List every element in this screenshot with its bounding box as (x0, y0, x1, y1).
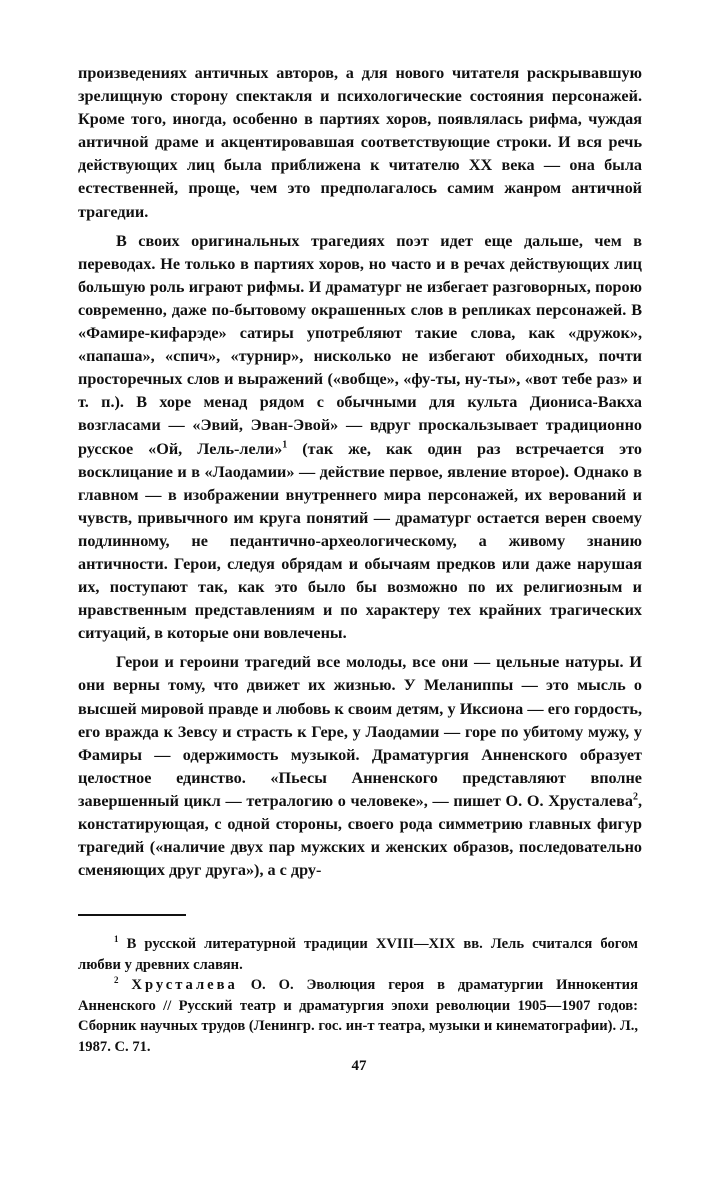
paragraph-1: произведениях античных авторов, а для нового читателя раскрывавшую зрелищную сторону спектакля и психологические состояния персонажей. Кроме того, иногда, особенно в партиях хоров, появлялась рифма, чуждая античной драме и акцентировавшая соответствующие строки. И вся речь действующих лиц была приближена к читателю XX века — она была естественней, проще, чем это предполагалось самим жанром античной трагедии. (78, 64, 642, 221)
page-number: 47 (351, 1058, 367, 1074)
paragraph-2-text-a: В своих оригинальных трагедиях поэт идет еще дальше, чем в переводах. Не только в партиях хоров, но часто и в речах действующих лиц большую роль играют рифмы. И драматург не избегает разговорных, порою современно, даже по-бытовому окрашенных слов в репликах персонажей. В «Фамире-кифарэде» сатиры употребляют такие слова, как «дружок», «папаша», «спич», «турнир», нисколько не избегают обиходных, почти просторечных слов и выражений («вобще», «фу-ты, ну-ты», «вот тебе раз» и т. п.). В хоре менад рядом с обычными для культа Диониса-Вакха возгласами — «Эвий, Эван-Эвой» — вдруг проскальзывает традиционно русское «Ой, Лель-лели» (78, 231, 642, 458)
main-text (78, 62, 642, 882)
footnote-ref-2: 2 (632, 791, 638, 803)
paragraph-3-text-a: Герои и героини трагедий все молоды, все они — цельные натуры. И они верны тому, что движет их жизнью. У Меланиппы — это мысль о высшей мировой правде и любовь к своим детям, у Иксиона — его гордость, его вражда к Зевсу и страсть к Гере, у Лаодамии — горе по убитому мужу, у Фамиры — одержимость музыкой. Драматургия Анненского образует целостное единство. «Пьесы Анненского представляют вполне завершенный цикл — тетралогию о человеке», — пишет О. О. Хрусталева (78, 653, 642, 810)
footnote-ref-1: 1 (282, 439, 288, 451)
paragraph-3-text-b: , констатирующая, с одной стороны, своего рода симметрию главных фигур трагедий («наличие двух пар мужских и женских образов, последовательно сменяющих друг друга»), а с дру- (78, 791, 642, 880)
footnote-2-author: Хрусталева (131, 977, 238, 993)
paragraph-3 (78, 651, 642, 882)
footnote-2-number: 2 (114, 975, 119, 986)
footnote-separator (78, 914, 186, 916)
footnote-2-text: О. О. Эволюция героя в драматургии Иннокентия Анненского // Русский театр и драматургия эпохи революции 1905—1907 годов: Сборник научных трудов (Ленингр. гос. ин-т театра, музыки и кинематографии). Л., 1987. С. 71. (78, 977, 638, 1055)
paragraph-2-text-b: (так же, как один раз встречается это восклицание и в «Лаодамии» — действие первое, явление второе). Однако в главном — в изображении внутреннего мира персонажей, их верований и чувств, привычного им круга понятий — драматург остается верен своему подлинному, не педантично-археологическому, а живому знанию античности. Герои, следуя обрядам и обычаям предков или даже нарушая их, поступают так, как это было бы возможно по их религиозным и нравственным представлениям и по характеру тех крайних трагических ситуаций, в которые они вовлечены. (78, 439, 642, 643)
footnote-1-number: 1 (114, 934, 119, 945)
footnote-1 (78, 934, 638, 975)
footnotes (78, 934, 638, 1057)
paragraph-2 (78, 230, 642, 646)
footnote-1-text: В русской литературной традиции XVIII—XIX вв. Лель считался богом любви у древних славян. (78, 936, 638, 973)
footnote-2 (78, 975, 638, 1057)
